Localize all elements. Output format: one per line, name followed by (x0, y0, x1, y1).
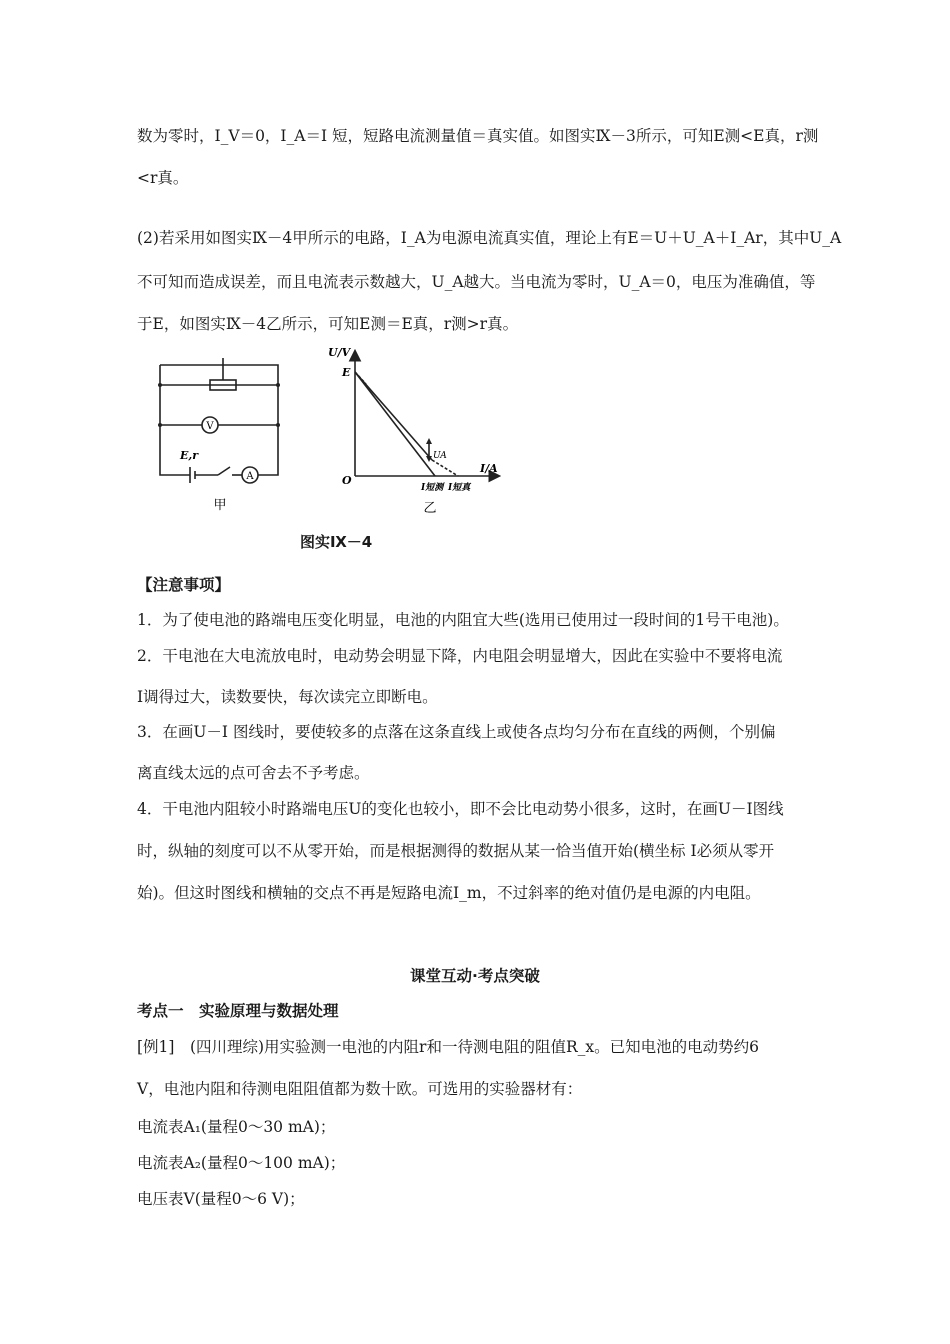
i-short-true-label: I短真 (448, 483, 471, 493)
para2-line3: 于E，如图实Ⅸ－4乙所示，可知E测＝E真，r测>r真。 (137, 315, 519, 333)
note-line-1: 1．为了使电池的路端电压变化明显，电池的内阻宜大些(选用已使用过一段时间的1号干电池)。 (137, 611, 789, 629)
source-label: E,r (180, 449, 199, 462)
measured-line (355, 372, 435, 476)
notes-heading: 【注意事项】 (137, 576, 231, 594)
para1-line1: 数为零时，I_V＝0，I_A＝I 短，短路电流测量值＝真实值。如图实Ⅸ－3所示，可知E测<E真，r测 (137, 127, 819, 145)
figure-caption: 图实Ⅸ－4 (300, 533, 373, 551)
para1-line2: <r真。 (137, 169, 189, 187)
circuit-caption: 甲 (213, 498, 227, 513)
ua-label: UA (433, 451, 447, 461)
true-line (355, 372, 432, 460)
topic-heading: 考点一 实验原理与数据处理 (137, 1002, 339, 1020)
origin-label: O (342, 474, 352, 487)
equipment-item-1: 电流表A₁(量程0～30 mA)； (137, 1118, 336, 1136)
note-line-2: 2．干电池在大电流放电时，电动势会明显下降，内电阻会明显增大，因此在实验中不要将电流 (137, 647, 783, 665)
para2-line1: (2)若采用如图实Ⅸ－4甲所示的电路，I_A为电源电流真实值，理论上有E＝U＋U_A＋I_Ar，其中U_A (137, 229, 842, 247)
ui-graph (320, 340, 520, 520)
i-short-measured-label: I短测 (421, 483, 444, 493)
x-axis-label: I/A (480, 462, 498, 475)
note-line-8: 始)。但这时图线和横轴的交点不再是短路电流I_m，不过斜率的绝对值仍是电源的内电阻。 (137, 884, 761, 902)
example-line-1: [例1] (四川理综)用实验测一电池的内阻r和一待测电阻的阻值R_x。已知电池的电动势约6 (137, 1038, 759, 1056)
true-line-extension (432, 460, 458, 476)
equipment-item-3: 电压表V(量程0～6 V)； (137, 1190, 305, 1208)
example-line-2: V，电池内阻和待测电阻阻值都为数十欧。可选用的实验器材有： (137, 1080, 583, 1098)
voltmeter-label: V (206, 421, 214, 432)
ammeter-label: A (246, 471, 254, 482)
note-line-3: I调得过大，读数要快，每次读完立即断电。 (137, 688, 438, 706)
note-line-6: 4．干电池内阻较小时路端电压U的变化也较小，即不会比电动势小很多，这时，在画U－I图线 (137, 800, 784, 818)
note-line-7: 时，纵轴的刻度可以不从零开始，而是根据测得的数据从某一恰当值开始(横坐标 I必须从零开 (137, 842, 775, 860)
note-line-4: 3．在画U－I 图线时，要使较多的点落在这条直线上或使各点均匀分布在直线的两侧，个别偏 (137, 723, 776, 741)
circuit-diagram (150, 355, 290, 525)
section-title: 课堂互动·考点突破 (410, 967, 540, 985)
graph-caption: 乙 (423, 501, 437, 516)
note-line-5: 离直线太远的点可舍去不予考虑。 (137, 764, 370, 782)
equipment-item-2: 电流表A₂(量程0～100 mA)； (137, 1154, 346, 1172)
e-label: E (342, 366, 351, 379)
para2-line2: 不可知而造成误差，而且电流表示数越大，U_A越大。当电流为零时，U_A＝0，电压为准确值，等 (137, 273, 816, 291)
y-axis-label: U/V (328, 346, 351, 359)
